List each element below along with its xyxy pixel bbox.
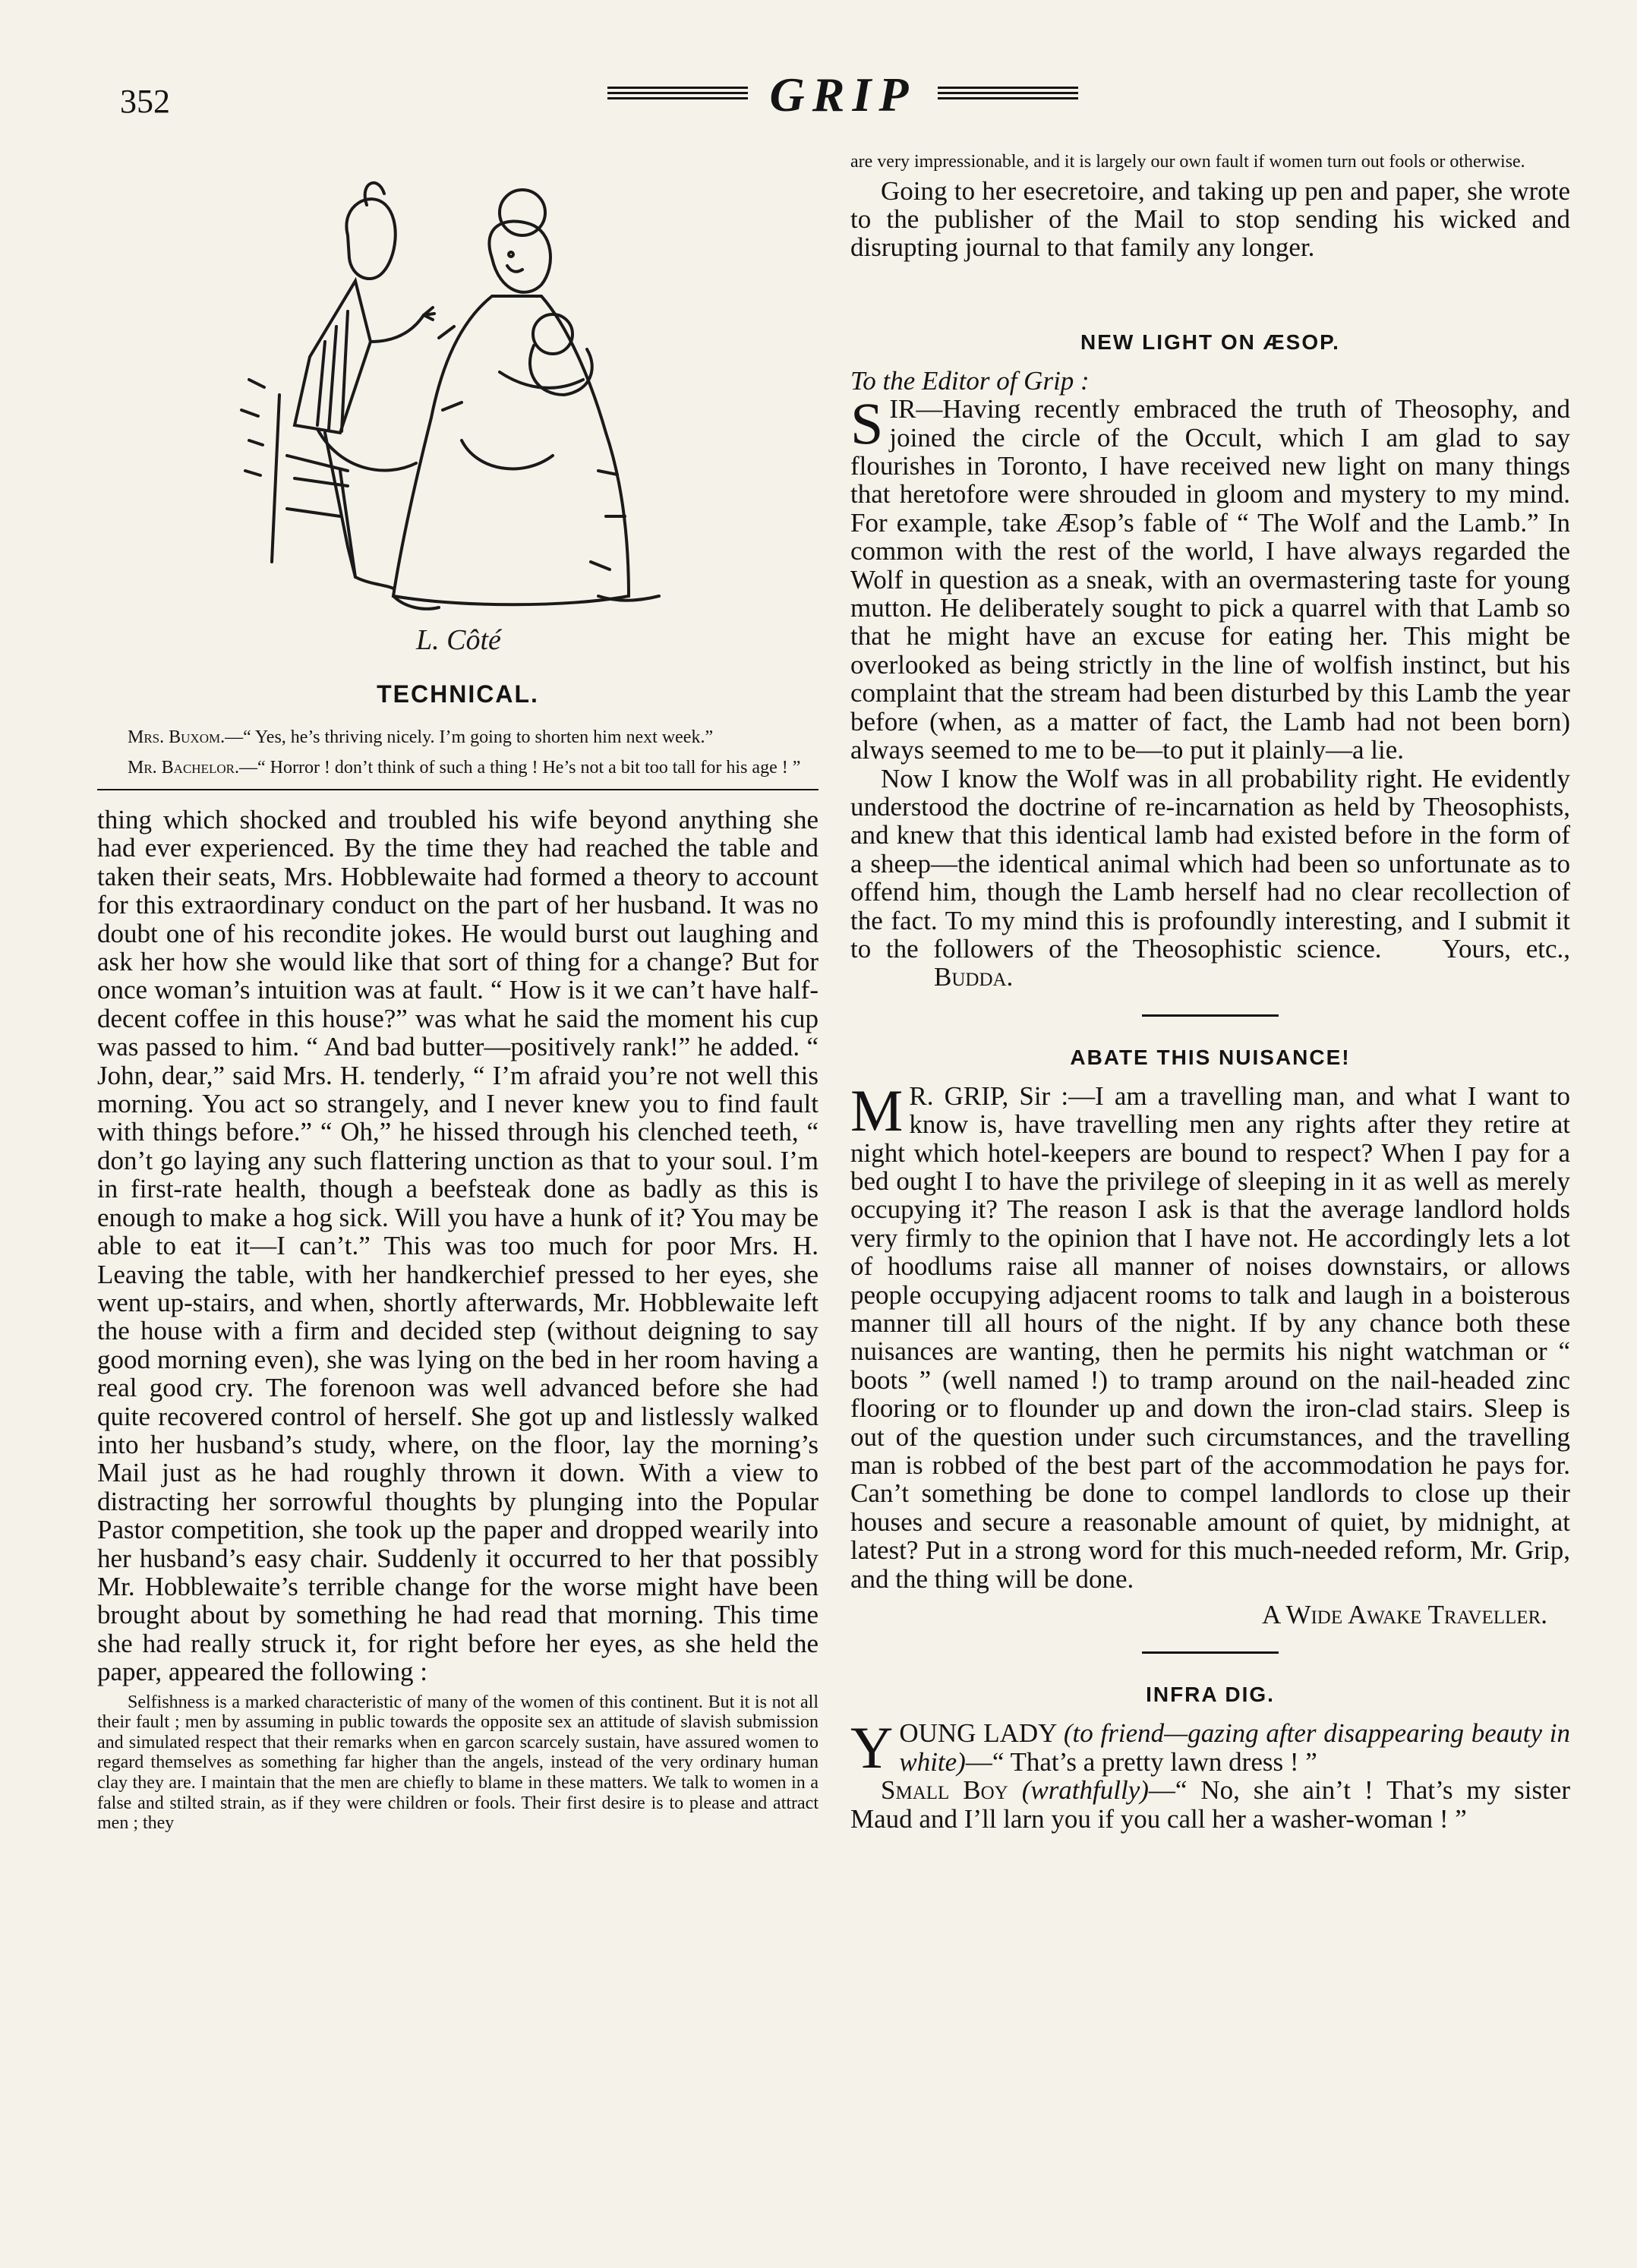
section-divider-2: [1142, 1651, 1279, 1654]
masthead-title: GRIP: [769, 68, 916, 121]
cartoon-title: TECHNICAL.: [377, 680, 539, 708]
quoted-editorial-part-1: Selfishness is a marked characteristic of many of the women of this continent. But it is not all their fault ; men by assuming in public towards the opposite sex an attitude of slavish submission and simulated respect that their remarks when en garcon scarcely sustain, have assured women to regard themselves as something far higher than the angels, instead of the very ordinary human clay they are. I maintain that the men are chiefly to blame in these matters. We talk to women in a false and stilted strain, as if they were children or fools. Their first desire is to please and attract men ; they: [97, 1692, 818, 1834]
aesop-paragraph-1: [850, 390, 1570, 765]
artist-signature: L. Côté: [416, 624, 501, 656]
infra-heading: INFRA DIG.: [1146, 1683, 1275, 1707]
aesop-paragraph-1-text: IR—Having recently embraced the truth of Theosophy, and joined the circle of the Occult, which I am glad to say flourishes in Toronto, I have received new light on many things that heretofore were shrouded in gloom and mystery to my mind. For example, take Æsop’s fable of “ The Wolf and the Lamb.” In common with the rest of the world, I have always regarded the Wolf in question as a sneak, with an overmastering taste for young mutton. He deliberately sought to pick a quarrel with that Lamb so that he might have an excuse for eating her. This might be overlooked as being strictly in the line of wolfish instinct, but his complaint that the stream had been disturbed by this Lamb the year before (when, as a matter of fact, the Lamb had not been born) always seemed to me to be—to put it plainly—a lie.: [850, 394, 1570, 765]
cartoon-caption-line-2: [97, 757, 818, 778]
infra-line-2-stage: (wrathfully): [1021, 1775, 1149, 1806]
infra-line-2-quote: —“ No, she ain’t ! That’s my sister Maud and I’ll larn you if you call her a washer-woman ! ”: [850, 1775, 1570, 1834]
aesop-yours: Yours, etc.,: [1442, 933, 1570, 964]
aesop-heading: NEW LIGHT ON ÆSOP.: [1080, 330, 1340, 354]
aesop-paragraph-2-text: Now I know the Wolf was in all probability right. He evidently understood the doctrine of re-incarnation as held by Theosophists, and knew that this identical lamb had existed before in the form of a sheep—the identical animal which had been so unfortunate as to offend him, though the Lamb herself had no clear recollection of the fact. To my mind this is profoundly interesting, and I submit it to the followers of the Theosophistic science.: [850, 763, 1570, 964]
nuisance-paragraph-text: R. GRIP, Sir :—I am a travelling man, and what I want to know is, have travelling men any rights after they retire at night which hotel-keepers are bound to respect? When I pay for a bed ought I to have the privilege of sleeping in it as well as merely occupying it? The reason I ask is that the average landlord holds very firmly to the opinion that I have not. He accordingly lets a lot of hoodlums raise all manner of noises downstairs, or allows people occupying adjacent rooms to talk and laugh in a boisterous manner till all hours of the night. If by any chance both these nuisances are wanting, then he permits his night watchman or “ boots ” (well named !) to tramp around on the nail-headed zinc flooring or to flounder up and down the iron-clad stairs. Sleep is out of the question under such circumstances, and the travelling man is robbed of the best part of the accommodation he pays for. Can’t something be done to compel landlords to close up their houses and secure a reasonable amount of quiet, by midnight, at latest? Put in a strong word for this much-needed reform, Mr. Grip, and the thing will be done.: [850, 1080, 1570, 1594]
aesop-dropcap: S: [850, 390, 884, 457]
infra-speaker-small-boy: Small Boy: [881, 1775, 1008, 1806]
left-column: [97, 152, 818, 1834]
quoted-editorial-part-2: are very impressionable, and it is largely our own fault if women turn out fools or otherwise.: [850, 152, 1525, 172]
cartoon-illustration: [97, 152, 818, 676]
caption-text-1: —“ Yes, he’s thriving nicely. I’m going to shorten him next week.”: [225, 727, 714, 747]
cartoon-caption-line-1: [97, 727, 818, 748]
right-column: [850, 152, 1570, 1833]
speaker-mrs-buxom: Mrs. Buxom.: [128, 727, 226, 747]
column-divider: [97, 789, 818, 790]
story-paragraph: thing which shocked and troubled his wife beyond anything she had ever experienced. By the time they had reached the table and taken their seats, Mrs. Hobblewaite had formed a theory to account for this extraordinary conduct on the part of her husband. It was no doubt one of his recondite jokes. He would burst out laughing and ask her how she would like that sort of thing for a change? But for once woman’s intuition was at fault. “ How is it we can’t have half-decent coffee in this house?” was what he said the moment his cup was passed to him. “ And bad butter—positively rank!” he added. “ John, dear,” said Mrs. H. tenderly, “ I’m afraid you’re not well this morning. You act so strangely, and I never knew you to find fault with things before.” “ Oh,” he hissed through his clenched teeth, “ don’t go laying any such flattering unction as that to your soul. I’m in first-rate health, though a beefsteak done as badly as this is enough to make a hog sick. Will you have a hunk of it? You may be able to eat it—I can’t.” This was too much for poor Mrs. H. Leaving the table, with her handkerchief pressed to her eyes, she went up-stairs, and when, shortly afterwards, Mr. Hobblewaite left the house with a firm and decided step (without deigning to say good morning even), she was lying on the bed in her room having a real good cry. The forenoon was well advanced before she had quite recovered control of herself. She got up and listlessly walked into her husband’s study, where, on the floor, lay the morning’s Mail just as he had roughly thrown it down. With a view to distracting her sorrowful thoughts by plunging into the Popular Pastor competition, she took up the paper and dropped wearily into her husband’s easy chair. Suddenly it occurred to her that possibly Mr. Hobblewaite’s terrible change for the worse might have been brought about by something he had read that morning. This time she had really struck it, for right before her eyes, as she held the paper, appeared the following :: [97, 805, 818, 1687]
masthead-rule-right: [938, 87, 1078, 105]
page-number: 352: [120, 83, 170, 120]
nuisance-heading: ABATE THIS NUISANCE!: [1070, 1045, 1351, 1069]
infra-line-1-text: OUNG LADY: [899, 1718, 1057, 1749]
masthead: [600, 67, 1086, 128]
aesop-salutation: To the Editor of Grip :: [850, 365, 1090, 396]
infra-line-1-stage: (to friend—gazing after disappearing beauty in white): [899, 1718, 1571, 1777]
speaker-mr-bachelor: Mr. Bachelor.: [128, 758, 239, 778]
story-conclusion: Going to her esecretoire, and taking up pen and paper, she wrote to the publisher of the Mail to stop sending his wicked and disrupting journal to that family any longer.: [850, 175, 1570, 263]
nuisance-signature: A Wide Awake Traveller.: [1261, 1600, 1547, 1630]
caption-text-2: —“ Horror ! don’t think of such a thing ! He’s not a bit too tall for his age ! ”: [238, 758, 801, 778]
infra-dropcap: Y: [850, 1714, 894, 1781]
nuisance-paragraph: [850, 1077, 1570, 1594]
infra-line-2: [850, 1776, 1570, 1833]
section-divider-1: [1142, 1014, 1279, 1017]
cartoon-drawing: [97, 152, 818, 676]
aesop-paragraph-2: [850, 765, 1570, 992]
aesop-signature: Budda.: [934, 962, 1014, 992]
infra-line-1-quote: —“ That’s a pretty lawn dress ! ”: [965, 1746, 1317, 1777]
infra-line-1: [850, 1714, 1571, 1781]
nuisance-dropcap: M: [850, 1077, 904, 1143]
